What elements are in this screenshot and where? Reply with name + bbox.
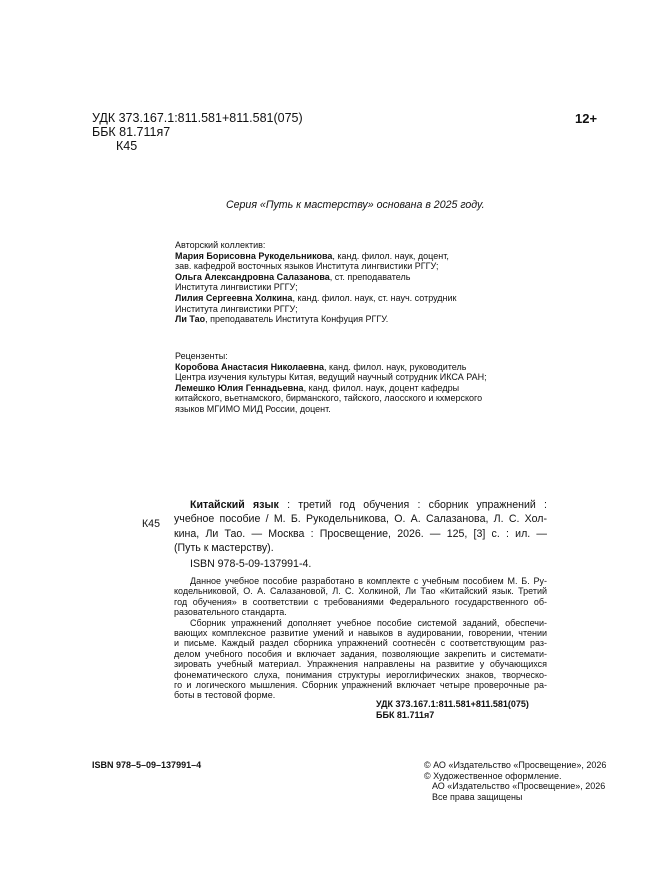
catalog-bbk: ББК 81.711я7	[376, 709, 435, 720]
author-line: зав. кафедрой восточных языков Института лингвистики РГГУ;	[175, 261, 439, 272]
author-sign: К45	[116, 139, 138, 153]
reviewer-line: языков МГИМО МИД России, доцент.	[175, 403, 331, 414]
catalog-sign: К45	[142, 518, 160, 530]
author-line: Ольга Александровна Салазанова, ст. преподаватель	[175, 271, 411, 282]
catalog-line: учебное пособие / М. Б. Рукодельникова, О. А. Салазанова, Л. С. Хол-	[174, 513, 547, 526]
copyright-block: © АО «Издательство «Просвещение», 2026 © Художественное оформление. АО «Издательство «Просвещение», 2026 Все права защищены	[424, 760, 607, 802]
reviewers-block	[175, 351, 487, 415]
bbk-code: ББК 81.711я7	[92, 125, 171, 139]
reviewer-line: Лемешко Юлия Геннадьевна, канд. филол. наук, доцент кафедры	[175, 382, 460, 393]
catalog-title-line: Китайский язык : третий год обучения : сборник упражнений :	[190, 499, 547, 511]
series-note: Серия «Путь к мастерству» основана в 2025 году.	[226, 199, 485, 211]
author-line: Института лингвистики РГГУ;	[175, 282, 298, 293]
footer-isbn: ISBN 978–5–09–137991–4	[92, 760, 202, 770]
annotation: Данное учебное пособие разработано в комплекте с учебным пособием М. Б. Ру- кодельниковой, О. А. Салазановой, Л. С. Холкиной, Ли Тао «Китайский язык. Третий год обучения» в соответствии с требованиями Федерального государственного об- разовательного стандарта. Сборник упражнений дополняет учебное пособие системой заданий, обеспечи- вающих комплексное развитие умений и навыков в аудировании, говорении, чтении и письме. Каждый раздел сборника упражнений соотнесён с соответствующим раз- делом учебного пособия и включает задания, позволяющие закрепить и системати- зировать учебный материал. Упражнения направлены на развитие у обучающихся фонематического слуха, понимания структуры иероглифических знаков, творческо- го и логического мышления. Сборник упражнений включает четыре проверочные ра- боты в тестовой форме.	[174, 576, 547, 701]
author-line: Ли Тао, преподаватель Института Конфуция РГГУ.	[175, 314, 389, 325]
catalog-title: Китайский язык	[190, 499, 279, 511]
catalog-isbn: ISBN 978-5-09-137991-4.	[190, 558, 312, 571]
catalog-udk: УДК 373.167.1:811.581+811.581(075)	[376, 699, 529, 709]
catalog-line: (Путь к мастерству).	[174, 541, 274, 554]
reviewer-line: Коробова Анастасия Николаевна, канд. филол. наук, руководитель	[175, 361, 467, 372]
author-line: Лилия Сергеевна Холкина, канд. филол. наук, ст. науч. сотрудник	[175, 292, 457, 303]
reviewer-line: китайского, вьетнамского, бирманского, тайского, лаосского и кхмерского	[175, 393, 483, 404]
authors-heading: Авторский коллектив:	[175, 240, 266, 250]
catalog-card	[174, 498, 547, 571]
reviewers-heading: Рецензенты:	[175, 351, 228, 361]
author-line: Мария Борисовна Рукодельникова, канд. филол. наук, доцент,	[175, 250, 449, 261]
catalog-classification	[376, 699, 529, 720]
catalog-line: кина, Ли Тао. — Москва : Просвещение, 2026. — 125, [3] с. : ил. —	[174, 527, 547, 540]
author-line: Института лингвистики РГГУ;	[175, 303, 298, 314]
reviewer-line: Центра изучения культуры Китая, ведущий научный сотрудник ИКСА РАН;	[175, 372, 487, 383]
authors-block	[175, 240, 457, 325]
age-rating: 12+	[575, 111, 598, 126]
header-block	[92, 111, 303, 153]
udk-code: УДК 373.167.1:811.581+811.581(075)	[92, 111, 303, 125]
